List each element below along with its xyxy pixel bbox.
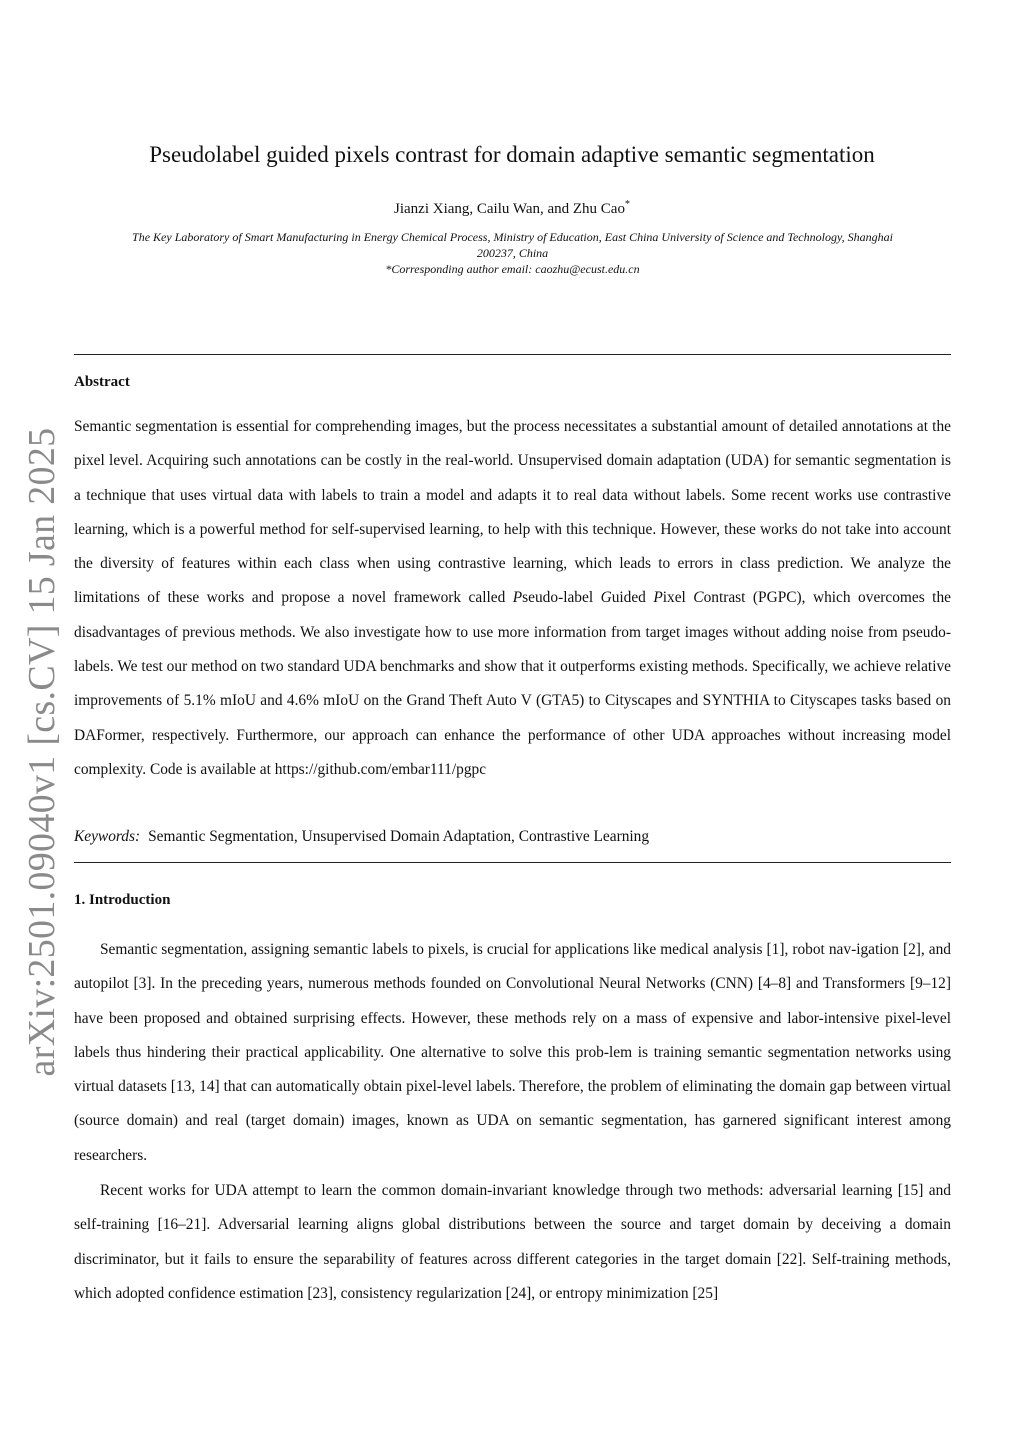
method-name-part: uided: [611, 589, 654, 607]
author-list: [60, 199, 964, 219]
method-name-part: seudo-label: [522, 589, 601, 607]
method-initial-c: C: [693, 589, 704, 607]
method-initial-g: G: [600, 589, 612, 607]
abstract-top-rule: [74, 354, 951, 355]
abstract-text: [74, 410, 951, 787]
abstract-bottom-rule: [74, 862, 951, 863]
keywords-label: Keywords:: [74, 828, 141, 845]
abstract-text-part-2: (PGPC), which overcomes the disadvantages of previous methods. We also investigate how to use more information from target images without adding noise from pseudo-labels. We test our method on two standard UDA benchmarks and show that it outperforms existing methods. Specifically, we achieve relative improvements of 5.1% mIoU and 4.6% mIoU on the Grand Theft Auto V (GTA5) to Cityscapes and SYNTHIA to Cityscapes tasks based on DAFormer, respectively. Furthermore, our approach can enhance the performance of other UDA approaches without increasing model complexity. Code is available at https://github.com/embar111/pgpc: [74, 589, 951, 778]
method-initial-p2: P: [653, 589, 663, 607]
intro-paragraph-2: Recent works for UDA attempt to learn the common domain-invariant knowledge through two methods: adversarial learning [15] and self-training [16–21]. Adversarial learning aligns global distributions between the source and target domain by deceiving a domain discriminator, but it fails to ensure the separability of features across different categories in the target domain [22]. Self-training methods, which adopted confidence estimation [23], consistency regularization [24], or entropy minimization [25]: [74, 1182, 951, 1302]
method-name-part: ontrast: [703, 589, 746, 607]
method-initial-p: P: [512, 589, 523, 607]
paper-title: Pseudolabel guided pixels contrast for domain adaptive semantic segmentation: [149, 142, 875, 167]
keywords-list: Semantic Segmentation, Unsupervised Domain Adaptation, Contrastive Learning: [148, 828, 650, 845]
method-name-part: ixel: [662, 589, 694, 607]
affiliation: [74, 229, 951, 277]
section-heading-introduction: 1. Introduction: [74, 892, 171, 908]
corresponding-mark: *: [624, 199, 630, 210]
corresponding-email: *Corresponding author email: caozhu@ecust.edu.cn: [385, 262, 640, 276]
affiliation-line-1: The Key Laboratory of Smart Manufacturing in Energy Chemical Process, Ministry of Education, East China University of Science and Technology, Shanghai: [132, 230, 893, 244]
affiliation-line-2: 200237, China: [476, 246, 549, 260]
arxiv-side-stamp: arXiv:2501.09040v1 [cs.CV] 15 Jan 2025: [21, 427, 63, 1077]
author-names: Jianzi Xiang, Cailu Wan, and Zhu Cao: [394, 201, 625, 217]
abstract-text-part-1: Semantic segmentation is essential for comprehending images, but the process necessitates a substantial amount of detailed annotations at the pixel level. Acquiring such annotations can be costly in the real-world. Unsupervised domain adaptation (UDA) for semantic segmentation is a technique that uses virtual data with labels to train a model and adapts it to real data without labels. Some recent works use contrastive learning, which is a powerful method for self-supervised learning, to help with this technique. However, these works do not take into account the diversity of features within each class when using contrastive learning, which leads to errors in class prediction. We analyze the limitations of these works and propose a novel framework called: [74, 418, 951, 607]
keywords-line: [74, 825, 951, 849]
intro-paragraph-1: Semantic segmentation, assigning semantic labels to pixels, is crucial for applications like medical analysis [1], robot nav-igation [2], and autopilot [3]. In the preceding years, numerous methods founded on Convolutional Neural Networks (CNN) [4–8] and Transformers [9–12] have been proposed and obtained surprising effects. However, these methods rely on a mass of expensive and labor-intensive pixel-level labels thus hindering their practical applicability. One alternative to solve this prob-lem is training semantic segmentation networks using virtual datasets [13, 14] that can automatically obtain pixel-level labels. Therefore, the problem of eliminating the domain gap between virtual (source domain) and real (target domain) images, known as UDA on semantic segmentation, has garnered significant interest among researchers.: [74, 941, 951, 1164]
abstract-heading: Abstract: [74, 374, 130, 390]
